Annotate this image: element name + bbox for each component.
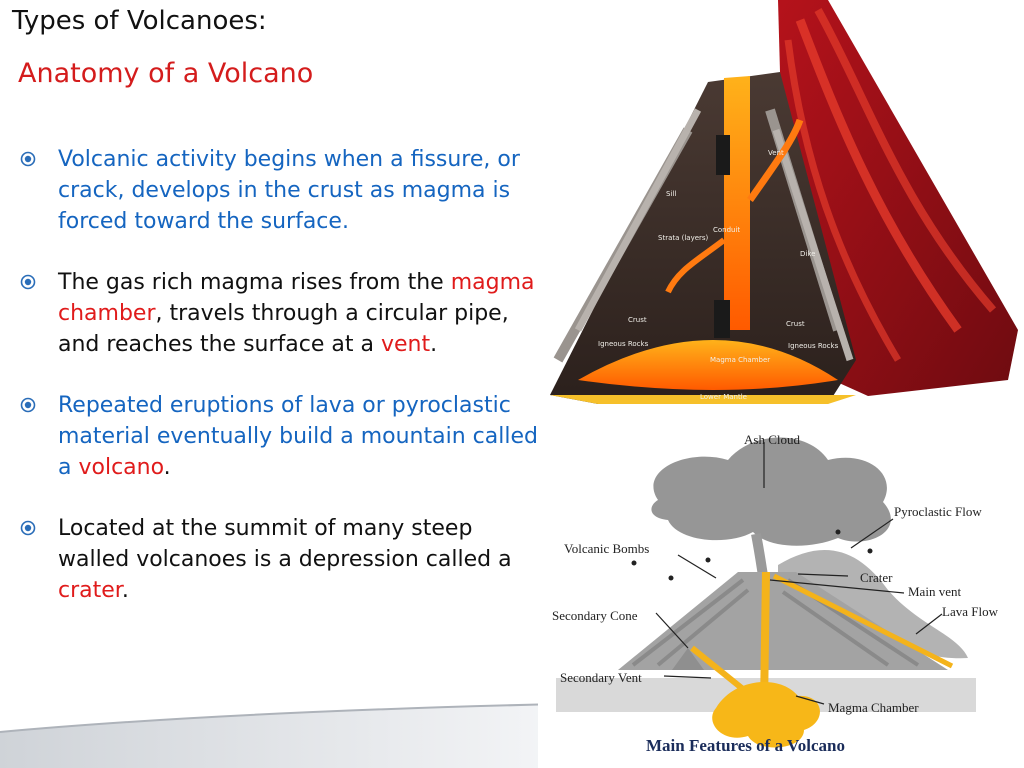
diagram-label-magma-chamber: Magma Chamber <box>828 700 919 715</box>
bullet-item <box>18 390 538 483</box>
bullet-target-icon <box>20 397 36 413</box>
diagram-label-secondary-vent: Secondary Vent <box>560 670 642 685</box>
slide-title: Anatomy of a Volcano <box>18 58 314 89</box>
cutaway-label-igneous-left: Igneous Rocks <box>598 340 649 348</box>
bullet-item <box>18 513 538 606</box>
diagram-caption: Main Features of a Volcano <box>646 736 845 755</box>
cutaway-label-crust-right: Crust <box>786 320 805 328</box>
bullet-text: Located at the summit of many steep walled volcanoes is a depression called a <box>58 516 512 572</box>
cutaway-label-dike: Dike <box>800 250 816 258</box>
cutaway-label-crust-left: Crust <box>628 316 647 324</box>
highlight-magma-chamber: magma chamber <box>58 270 535 326</box>
diagram-label-main-vent: Main vent <box>908 584 962 599</box>
bullet-list <box>18 144 538 636</box>
bullet-text: Repeated eruptions of lava or pyroclastic material eventually build a mountain called a <box>58 393 538 480</box>
bullet-text: . <box>163 455 171 480</box>
bullet-target-icon <box>20 520 36 536</box>
volcano-cutaway-illustration <box>538 0 1024 410</box>
diagram-label-secondary-cone: Secondary Cone <box>552 608 638 623</box>
diagram-label-crater: Crater <box>860 570 893 585</box>
cutaway-label-sill: Sill <box>666 190 677 198</box>
bullet-text: The gas rich magma rises from the <box>58 270 451 295</box>
diagram-label-ash-cloud: Ash Cloud <box>744 432 800 447</box>
bullet-target-icon <box>20 151 36 167</box>
slide-pre-title: Types of Volcanoes: <box>12 6 267 36</box>
cutaway-label-lower-mantle: Lower Mantle <box>700 393 747 401</box>
bullet-item <box>18 144 538 237</box>
cutaway-label-igneous-right: Igneous Rocks <box>788 342 839 350</box>
diagram-label-lava-flow: Lava Flow <box>942 604 998 619</box>
bullet-text: . <box>430 332 438 357</box>
cutaway-label-vent: Vent <box>768 149 784 157</box>
bullet-text: Volcanic activity begins when a fissure, or crack, develops in the crust as magma is forced toward the surface. <box>58 147 520 234</box>
bullet-target-icon <box>20 274 36 290</box>
highlight-vent: vent <box>380 332 431 357</box>
bullet-item <box>18 267 538 360</box>
cutaway-label-magma-chamber: Magma Chamber <box>710 356 771 364</box>
cutaway-label-strata: Strata (layers) <box>658 234 709 242</box>
footer-swoosh-decoration <box>0 690 560 768</box>
highlight-volcano: volcano <box>78 455 164 480</box>
highlight-crater: crater <box>58 578 122 603</box>
bullet-text: . <box>121 578 129 603</box>
cutaway-label-conduit: Conduit <box>713 226 741 234</box>
bullet-text: , travels through a circular pipe, and reaches the surface at a <box>58 301 509 357</box>
diagram-label-pyroclastic-flow: Pyroclastic Flow <box>894 504 982 519</box>
volcano-features-diagram <box>538 420 1024 768</box>
diagram-label-volcanic-bombs: Volcanic Bombs <box>564 541 650 556</box>
